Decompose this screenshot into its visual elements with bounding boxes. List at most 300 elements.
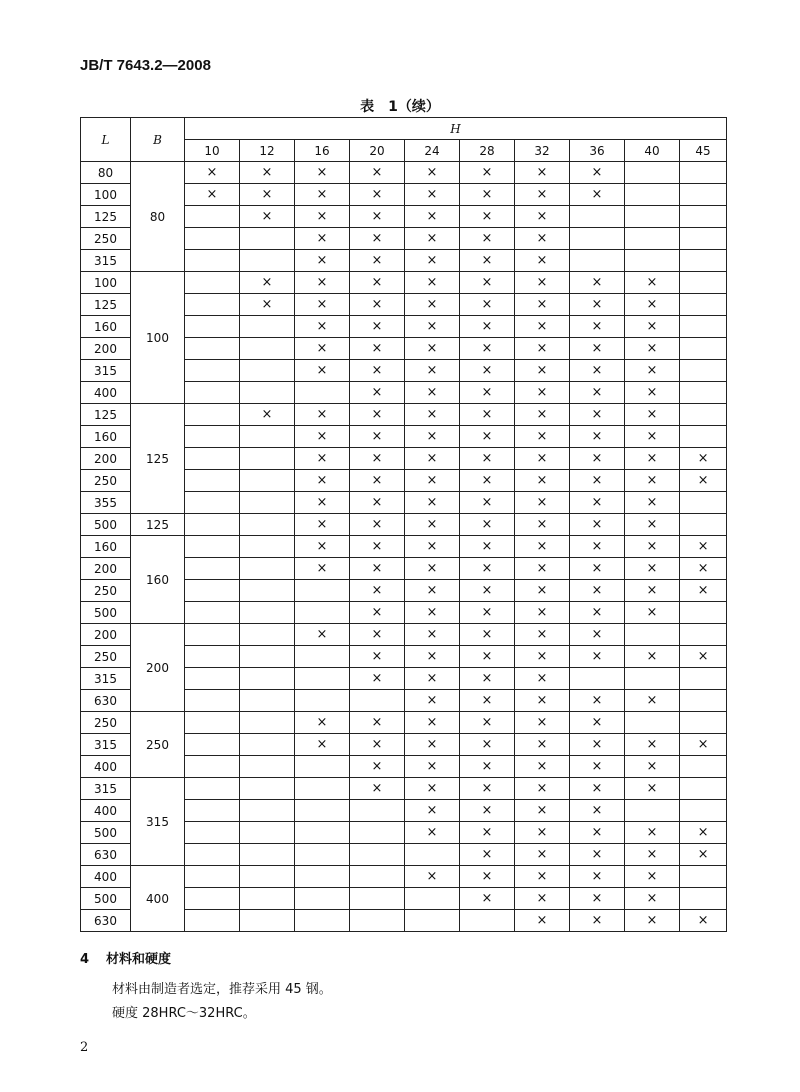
cross-mark: × xyxy=(405,206,460,228)
cross-mark: × xyxy=(570,866,625,888)
cross-mark: × xyxy=(515,536,570,558)
empty-cell xyxy=(185,404,240,426)
empty-cell xyxy=(625,206,680,228)
empty-cell xyxy=(185,338,240,360)
empty-cell xyxy=(680,382,727,404)
cross-mark: × xyxy=(625,778,680,800)
cross-mark: × xyxy=(515,778,570,800)
empty-cell xyxy=(680,668,727,690)
empty-cell xyxy=(240,492,295,514)
cross-mark: × xyxy=(515,558,570,580)
cross-mark: × xyxy=(625,602,680,624)
empty-cell xyxy=(295,382,350,404)
cell-L: 315 xyxy=(81,668,131,690)
cross-mark: × xyxy=(350,602,405,624)
cell-L: 400 xyxy=(81,382,131,404)
empty-cell xyxy=(185,910,240,932)
cross-mark: × xyxy=(570,316,625,338)
cross-mark: × xyxy=(350,404,405,426)
cross-mark: × xyxy=(625,382,680,404)
empty-cell xyxy=(185,250,240,272)
cross-mark: × xyxy=(570,734,625,756)
cross-mark: × xyxy=(515,426,570,448)
empty-cell xyxy=(240,844,295,866)
cross-mark: × xyxy=(350,514,405,536)
cross-mark: × xyxy=(515,822,570,844)
cross-mark: × xyxy=(460,250,515,272)
cross-mark: × xyxy=(460,558,515,580)
cross-mark: × xyxy=(515,184,570,206)
cross-mark: × xyxy=(460,800,515,822)
cell-L: 100 xyxy=(81,272,131,294)
empty-cell xyxy=(185,800,240,822)
empty-cell xyxy=(680,624,727,646)
cross-mark: × xyxy=(350,382,405,404)
table-row xyxy=(81,778,727,800)
column-header-B: B xyxy=(131,118,185,162)
cell-L: 630 xyxy=(81,844,131,866)
empty-cell xyxy=(240,360,295,382)
cross-mark: × xyxy=(680,734,727,756)
empty-cell xyxy=(240,448,295,470)
cross-mark: × xyxy=(515,404,570,426)
empty-cell xyxy=(185,866,240,888)
cross-mark: × xyxy=(405,228,460,250)
cell-L: 200 xyxy=(81,338,131,360)
page-number: 2 xyxy=(80,1040,89,1055)
cell-L: 250 xyxy=(81,470,131,492)
cross-mark: × xyxy=(570,184,625,206)
cross-mark: × xyxy=(570,338,625,360)
empty-cell xyxy=(240,646,295,668)
cross-mark: × xyxy=(680,536,727,558)
cross-mark: × xyxy=(625,492,680,514)
cross-mark: × xyxy=(625,294,680,316)
cross-mark: × xyxy=(405,250,460,272)
cross-mark: × xyxy=(460,778,515,800)
cross-mark: × xyxy=(405,470,460,492)
cross-mark: × xyxy=(405,272,460,294)
cross-mark: × xyxy=(460,624,515,646)
cross-mark: × xyxy=(405,426,460,448)
cross-mark: × xyxy=(515,206,570,228)
empty-cell xyxy=(680,426,727,448)
cross-mark: × xyxy=(680,910,727,932)
cross-mark: × xyxy=(570,162,625,184)
cross-mark: × xyxy=(295,514,350,536)
empty-cell xyxy=(460,910,515,932)
column-header-H: H xyxy=(185,118,727,140)
empty-cell xyxy=(350,690,405,712)
cross-mark: × xyxy=(185,162,240,184)
cross-mark: × xyxy=(295,228,350,250)
cell-L: 355 xyxy=(81,492,131,514)
cross-mark: × xyxy=(405,624,460,646)
empty-cell xyxy=(240,338,295,360)
empty-cell xyxy=(185,492,240,514)
empty-cell xyxy=(240,536,295,558)
empty-cell xyxy=(680,294,727,316)
cross-mark: × xyxy=(405,778,460,800)
cross-mark: × xyxy=(515,580,570,602)
cross-mark: × xyxy=(460,404,515,426)
cross-mark: × xyxy=(460,426,515,448)
cross-mark: × xyxy=(405,316,460,338)
cross-mark: × xyxy=(625,844,680,866)
cross-mark: × xyxy=(515,690,570,712)
cross-mark: × xyxy=(350,558,405,580)
cross-mark: × xyxy=(570,492,625,514)
empty-cell xyxy=(680,184,727,206)
cross-mark: × xyxy=(625,580,680,602)
cross-mark: × xyxy=(515,888,570,910)
cross-mark: × xyxy=(350,536,405,558)
empty-cell xyxy=(185,294,240,316)
cross-mark: × xyxy=(625,690,680,712)
cross-mark: × xyxy=(295,184,350,206)
cross-mark: × xyxy=(515,602,570,624)
cell-L: 500 xyxy=(81,514,131,536)
cross-mark: × xyxy=(625,426,680,448)
cross-mark: × xyxy=(570,404,625,426)
empty-cell xyxy=(240,558,295,580)
cross-mark: × xyxy=(515,294,570,316)
cross-mark: × xyxy=(625,866,680,888)
empty-cell xyxy=(680,778,727,800)
cross-mark: × xyxy=(570,778,625,800)
empty-cell xyxy=(625,800,680,822)
empty-cell xyxy=(185,580,240,602)
cross-mark: × xyxy=(405,294,460,316)
cell-L: 400 xyxy=(81,756,131,778)
specification-table xyxy=(80,117,727,932)
cross-mark: × xyxy=(405,866,460,888)
h-value-header: 32 xyxy=(515,140,570,162)
cell-B: 125 xyxy=(131,404,185,514)
cell-L: 400 xyxy=(81,800,131,822)
empty-cell xyxy=(185,470,240,492)
empty-cell xyxy=(240,910,295,932)
cross-mark: × xyxy=(350,426,405,448)
empty-cell xyxy=(240,250,295,272)
cross-mark: × xyxy=(515,712,570,734)
cross-mark: × xyxy=(570,888,625,910)
empty-cell xyxy=(240,800,295,822)
empty-cell xyxy=(680,888,727,910)
cell-L: 160 xyxy=(81,536,131,558)
empty-cell xyxy=(295,778,350,800)
empty-cell xyxy=(240,690,295,712)
empty-cell xyxy=(240,778,295,800)
cross-mark: × xyxy=(350,646,405,668)
empty-cell xyxy=(680,800,727,822)
empty-cell xyxy=(680,602,727,624)
empty-cell xyxy=(185,756,240,778)
column-header-L: L xyxy=(81,118,131,162)
cross-mark: × xyxy=(350,580,405,602)
cell-L: 200 xyxy=(81,448,131,470)
cross-mark: × xyxy=(460,360,515,382)
cross-mark: × xyxy=(460,184,515,206)
empty-cell xyxy=(295,822,350,844)
cross-mark: × xyxy=(680,470,727,492)
empty-cell xyxy=(185,514,240,536)
empty-cell xyxy=(350,844,405,866)
cross-mark: × xyxy=(515,316,570,338)
cross-mark: × xyxy=(405,338,460,360)
empty-cell xyxy=(680,272,727,294)
h-value-header: 45 xyxy=(680,140,727,162)
cell-L: 630 xyxy=(81,690,131,712)
table-row xyxy=(81,404,727,426)
cell-L: 315 xyxy=(81,250,131,272)
empty-cell xyxy=(625,162,680,184)
table-title: 表 1（续） xyxy=(360,99,440,115)
cross-mark: × xyxy=(350,492,405,514)
cross-mark: × xyxy=(405,448,460,470)
cell-L: 125 xyxy=(81,294,131,316)
cross-mark: × xyxy=(460,734,515,756)
cell-L: 200 xyxy=(81,558,131,580)
cross-mark: × xyxy=(240,404,295,426)
empty-cell xyxy=(240,888,295,910)
cell-B: 80 xyxy=(131,162,185,272)
empty-cell xyxy=(185,382,240,404)
cross-mark: × xyxy=(460,470,515,492)
cross-mark: × xyxy=(295,360,350,382)
cross-mark: × xyxy=(625,338,680,360)
empty-cell xyxy=(625,624,680,646)
cell-B: 125 xyxy=(131,514,185,536)
cross-mark: × xyxy=(570,448,625,470)
cross-mark: × xyxy=(460,536,515,558)
cell-L: 250 xyxy=(81,712,131,734)
cross-mark: × xyxy=(350,338,405,360)
h-value-header: 36 xyxy=(570,140,625,162)
empty-cell xyxy=(185,668,240,690)
cross-mark: × xyxy=(515,360,570,382)
empty-cell xyxy=(240,668,295,690)
table-row xyxy=(81,624,727,646)
cell-B: 315 xyxy=(131,778,185,866)
cross-mark: × xyxy=(515,668,570,690)
cross-mark: × xyxy=(240,162,295,184)
empty-cell xyxy=(680,162,727,184)
cross-mark: × xyxy=(295,162,350,184)
cross-mark: × xyxy=(460,756,515,778)
cross-mark: × xyxy=(460,228,515,250)
section-number: 4 xyxy=(80,952,90,967)
cell-L: 125 xyxy=(81,206,131,228)
h-value-header: 40 xyxy=(625,140,680,162)
cell-L: 400 xyxy=(81,866,131,888)
cross-mark: × xyxy=(350,316,405,338)
cell-B: 200 xyxy=(131,624,185,712)
cross-mark: × xyxy=(515,162,570,184)
cross-mark: × xyxy=(405,536,460,558)
empty-cell xyxy=(185,360,240,382)
cross-mark: × xyxy=(350,206,405,228)
cross-mark: × xyxy=(625,316,680,338)
hardness-paragraph: 硬度 28HRC～32HRC。 xyxy=(112,1006,256,1021)
cross-mark: × xyxy=(350,712,405,734)
cross-mark: × xyxy=(405,822,460,844)
cross-mark: × xyxy=(625,514,680,536)
cross-mark: × xyxy=(405,734,460,756)
cross-mark: × xyxy=(240,184,295,206)
cross-mark: × xyxy=(515,228,570,250)
cross-mark: × xyxy=(680,448,727,470)
cross-mark: × xyxy=(350,360,405,382)
empty-cell xyxy=(405,888,460,910)
empty-cell xyxy=(240,514,295,536)
empty-cell xyxy=(295,602,350,624)
empty-cell xyxy=(240,734,295,756)
table-row xyxy=(81,514,727,536)
empty-cell xyxy=(240,602,295,624)
table-row xyxy=(81,712,727,734)
cross-mark: × xyxy=(680,558,727,580)
cell-B: 100 xyxy=(131,272,185,404)
cross-mark: × xyxy=(405,602,460,624)
cross-mark: × xyxy=(350,250,405,272)
cross-mark: × xyxy=(295,250,350,272)
cross-mark: × xyxy=(515,910,570,932)
cross-mark: × xyxy=(295,536,350,558)
cross-mark: × xyxy=(240,294,295,316)
cross-mark: × xyxy=(350,756,405,778)
empty-cell xyxy=(185,844,240,866)
cell-L: 250 xyxy=(81,580,131,602)
cross-mark: × xyxy=(570,580,625,602)
cross-mark: × xyxy=(515,470,570,492)
empty-cell xyxy=(295,646,350,668)
empty-cell xyxy=(680,250,727,272)
cross-mark: × xyxy=(460,206,515,228)
empty-cell xyxy=(185,822,240,844)
cross-mark: × xyxy=(625,470,680,492)
cross-mark: × xyxy=(460,888,515,910)
cross-mark: × xyxy=(460,580,515,602)
empty-cell xyxy=(570,228,625,250)
cross-mark: × xyxy=(405,382,460,404)
table-row xyxy=(81,162,727,184)
cross-mark: × xyxy=(460,316,515,338)
empty-cell xyxy=(680,866,727,888)
cross-mark: × xyxy=(405,690,460,712)
empty-cell xyxy=(185,712,240,734)
cross-mark: × xyxy=(625,448,680,470)
empty-cell xyxy=(185,536,240,558)
section-title: 材料和硬度 xyxy=(106,952,172,967)
empty-cell xyxy=(295,888,350,910)
empty-cell xyxy=(625,250,680,272)
cross-mark: × xyxy=(295,272,350,294)
cross-mark: × xyxy=(405,492,460,514)
cross-mark: × xyxy=(570,822,625,844)
empty-cell xyxy=(185,888,240,910)
cross-mark: × xyxy=(405,184,460,206)
empty-cell xyxy=(185,734,240,756)
empty-cell xyxy=(185,778,240,800)
table-row xyxy=(81,866,727,888)
empty-cell xyxy=(185,272,240,294)
cell-L: 125 xyxy=(81,404,131,426)
cell-L: 80 xyxy=(81,162,131,184)
cross-mark: × xyxy=(515,624,570,646)
cross-mark: × xyxy=(570,426,625,448)
cross-mark: × xyxy=(625,756,680,778)
cell-B: 250 xyxy=(131,712,185,778)
table-row xyxy=(81,536,727,558)
cross-mark: × xyxy=(570,756,625,778)
cross-mark: × xyxy=(570,844,625,866)
cross-mark: × xyxy=(625,536,680,558)
cell-L: 100 xyxy=(81,184,131,206)
empty-cell xyxy=(185,602,240,624)
cross-mark: × xyxy=(405,404,460,426)
empty-cell xyxy=(240,712,295,734)
empty-cell xyxy=(185,690,240,712)
cross-mark: × xyxy=(570,536,625,558)
cross-mark: × xyxy=(460,822,515,844)
cross-mark: × xyxy=(295,404,350,426)
cross-mark: × xyxy=(460,162,515,184)
empty-cell xyxy=(570,668,625,690)
cross-mark: × xyxy=(460,690,515,712)
cross-mark: × xyxy=(350,624,405,646)
cross-mark: × xyxy=(295,470,350,492)
material-paragraph: 材料由制造者选定，推荐采用 45 钢。 xyxy=(112,982,332,997)
table-row xyxy=(81,272,727,294)
cross-mark: × xyxy=(350,668,405,690)
cross-mark: × xyxy=(240,272,295,294)
empty-cell xyxy=(350,866,405,888)
empty-cell xyxy=(625,184,680,206)
cell-L: 315 xyxy=(81,734,131,756)
table-header-row xyxy=(81,118,727,140)
empty-cell xyxy=(295,910,350,932)
cross-mark: × xyxy=(570,800,625,822)
empty-cell xyxy=(185,624,240,646)
cross-mark: × xyxy=(350,294,405,316)
document-code: JB/T 7643.2—2008 xyxy=(80,57,211,74)
cross-mark: × xyxy=(295,712,350,734)
cross-mark: × xyxy=(460,272,515,294)
cross-mark: × xyxy=(570,470,625,492)
empty-cell xyxy=(570,250,625,272)
empty-cell xyxy=(185,206,240,228)
cross-mark: × xyxy=(295,448,350,470)
cross-mark: × xyxy=(515,272,570,294)
cross-mark: × xyxy=(405,580,460,602)
cross-mark: × xyxy=(350,272,405,294)
empty-cell xyxy=(680,228,727,250)
cross-mark: × xyxy=(515,844,570,866)
cross-mark: × xyxy=(570,360,625,382)
empty-cell xyxy=(680,756,727,778)
cell-B: 400 xyxy=(131,866,185,932)
cross-mark: × xyxy=(515,448,570,470)
cell-L: 500 xyxy=(81,602,131,624)
cross-mark: × xyxy=(460,514,515,536)
empty-cell xyxy=(295,756,350,778)
cross-mark: × xyxy=(515,756,570,778)
cell-L: 200 xyxy=(81,624,131,646)
cross-mark: × xyxy=(185,184,240,206)
cross-mark: × xyxy=(295,492,350,514)
cell-B: 160 xyxy=(131,536,185,624)
